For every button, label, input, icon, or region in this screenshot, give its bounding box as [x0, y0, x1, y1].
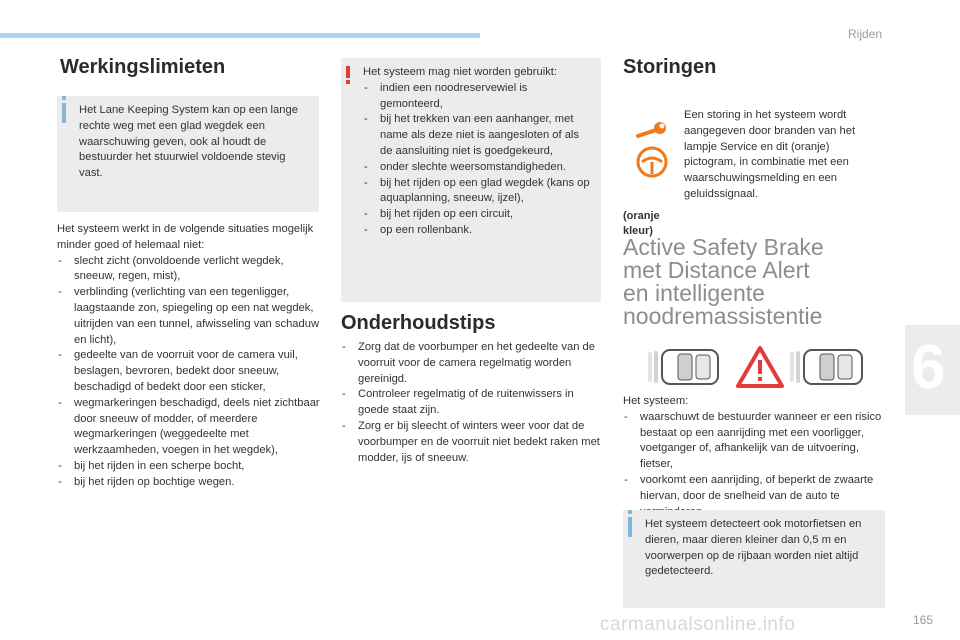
asb-heading [623, 236, 824, 328]
warning-text [363, 65, 593, 239]
list-item: - onder slechte weersomstandigheden. [363, 160, 593, 176]
list-item: - Zorg dat de voorbumper en het gedeelte van de voorruit voor de camera regelmatig worden gereinigd. [341, 340, 603, 387]
asb-heading-line: en intelligente [623, 280, 765, 306]
onderhoudstips-body [341, 340, 603, 466]
list-item: - bij het rijden op een circuit, [363, 207, 593, 223]
onderhoudstips-list [341, 340, 603, 466]
storingen-heading: Storingen [623, 56, 717, 78]
page-number: 165 [913, 613, 934, 627]
list-item: - op een rollenbank. [363, 223, 593, 239]
list-item: - voorkomt een aanrijding, of beperkt de zwaarte hiervan, door de snelheid van de auto te [623, 473, 888, 520]
warning-box [341, 58, 601, 302]
warning-icon-dot [346, 80, 350, 84]
storingen-text: Een storing in het systeem wordt aangegeven door branden van het lampje Service en dit (oranje) pictogram, in combinatie met een waarschuwingsmelding en een geluidssignaal. [684, 109, 856, 200]
info-box-detection [623, 510, 885, 608]
werkingslimieten-intro: Het systeem werkt in de volgende situaties mogelijk minder goed of helemaal niet: [57, 223, 314, 251]
header-accent-bar [0, 33, 480, 38]
list-item: - verblinding (verlichting van een tegenligger, laagstaande zon, spiegeling op een nat wegdek, uitrijden van een tunnel, afwisseling van schaduw en licht), [57, 285, 322, 348]
pictogram-label-line: kleur) [623, 225, 653, 237]
watermark: carmanualsonline.info [600, 614, 796, 635]
list-item: - bij het rijden in een scherpe bocht, [57, 459, 322, 475]
warning-intro: Het systeem mag niet worden gebruikt: [363, 66, 558, 78]
chapter-title: Rijden [848, 27, 883, 41]
lane-warning-pictogram [630, 118, 674, 182]
collision-illustration [640, 342, 880, 392]
car-icon [648, 350, 718, 384]
pictogram-label-line: (oranje [623, 210, 660, 222]
wrench-icon [630, 118, 674, 182]
list-item: - indien een noodreservewiel is gemonteerd, [363, 81, 593, 113]
list-item: - slecht zicht (onvoldoende verlicht wegdek, sneeuw, regen, mist), [57, 254, 322, 286]
onderhoudstips-heading: Onderhoudstips [341, 312, 496, 334]
list-item: - wegmarkeringen beschadigd, deels niet zichtbaar door sneeuw of modder, of meerdere wegmarkeringen (weggedeelte met werkzaamheden, voegen in het wegdek), [57, 396, 322, 459]
car-icon [790, 350, 862, 384]
info-text: Het Lane Keeping System kan op een lange rechte weg met een glad wegdek een waarschuwing geven, ook al houdt de bestuurder het stuurwiel voldoende stevig vast. [79, 104, 298, 180]
list-item: - bij het rijden op bochtige wegen. [57, 475, 322, 491]
werkingslimieten-body [57, 222, 322, 491]
chapter-tab [905, 325, 960, 415]
asb-heading-line: noodremassistentie [623, 303, 823, 329]
list-item: - waarschuwt de bestuurder wanneer er een risico bestaat op een aanrijding met een voorligger, voetganger of, afhankelijk van de uitvoering, fietser, [623, 410, 888, 473]
asb-body [623, 394, 888, 520]
list-item: - Controleer regelmatig of de ruitenwissers in goede staat zijn. [341, 387, 603, 419]
warning-icon [346, 66, 350, 78]
list-item: - bij het rijden op een glad wegdek (kans op aquaplanning, sneeuw, ijzel), [363, 176, 593, 208]
asb-heading-line: Active Safety Brake [623, 234, 824, 260]
werkingslimieten-list [57, 254, 322, 491]
info-text: Het systeem detecteert ook motorfietsen en dieren, maar dieren kleiner dan 0,5 m en voorwerpen op de rijbaan worden niet altijd gedetecteerd. [645, 518, 862, 578]
werkingslimieten-heading: Werkingslimieten [60, 56, 226, 78]
info-icon [628, 517, 632, 537]
warning-list [363, 81, 593, 239]
warning-triangle-icon [738, 348, 782, 386]
info-icon [62, 103, 66, 123]
chapter-number: 6 [911, 333, 946, 402]
asb-heading-line: met Distance Alert [623, 257, 810, 283]
info-box-lane-keeping [57, 96, 319, 212]
list-item: - gedeelte van de voorruit voor de camera vuil, beslagen, bevroren, bedekt door sneeuw, beschadigd of bedekt door een sticker, [57, 348, 322, 395]
asb-intro: Het systeem: [623, 395, 689, 407]
asb-list [623, 410, 888, 521]
list-item: - bij het trekken van een aanhanger, met name als deze niet is aangesloten of als de aansluiting niet is goedgekeurd, [363, 112, 593, 159]
list-item: - Zorg er bij sleecht of winters weer voor dat de voorbumper en de voorruit niet bedekt raken met modder, ijs of sneeuw. [341, 419, 603, 466]
